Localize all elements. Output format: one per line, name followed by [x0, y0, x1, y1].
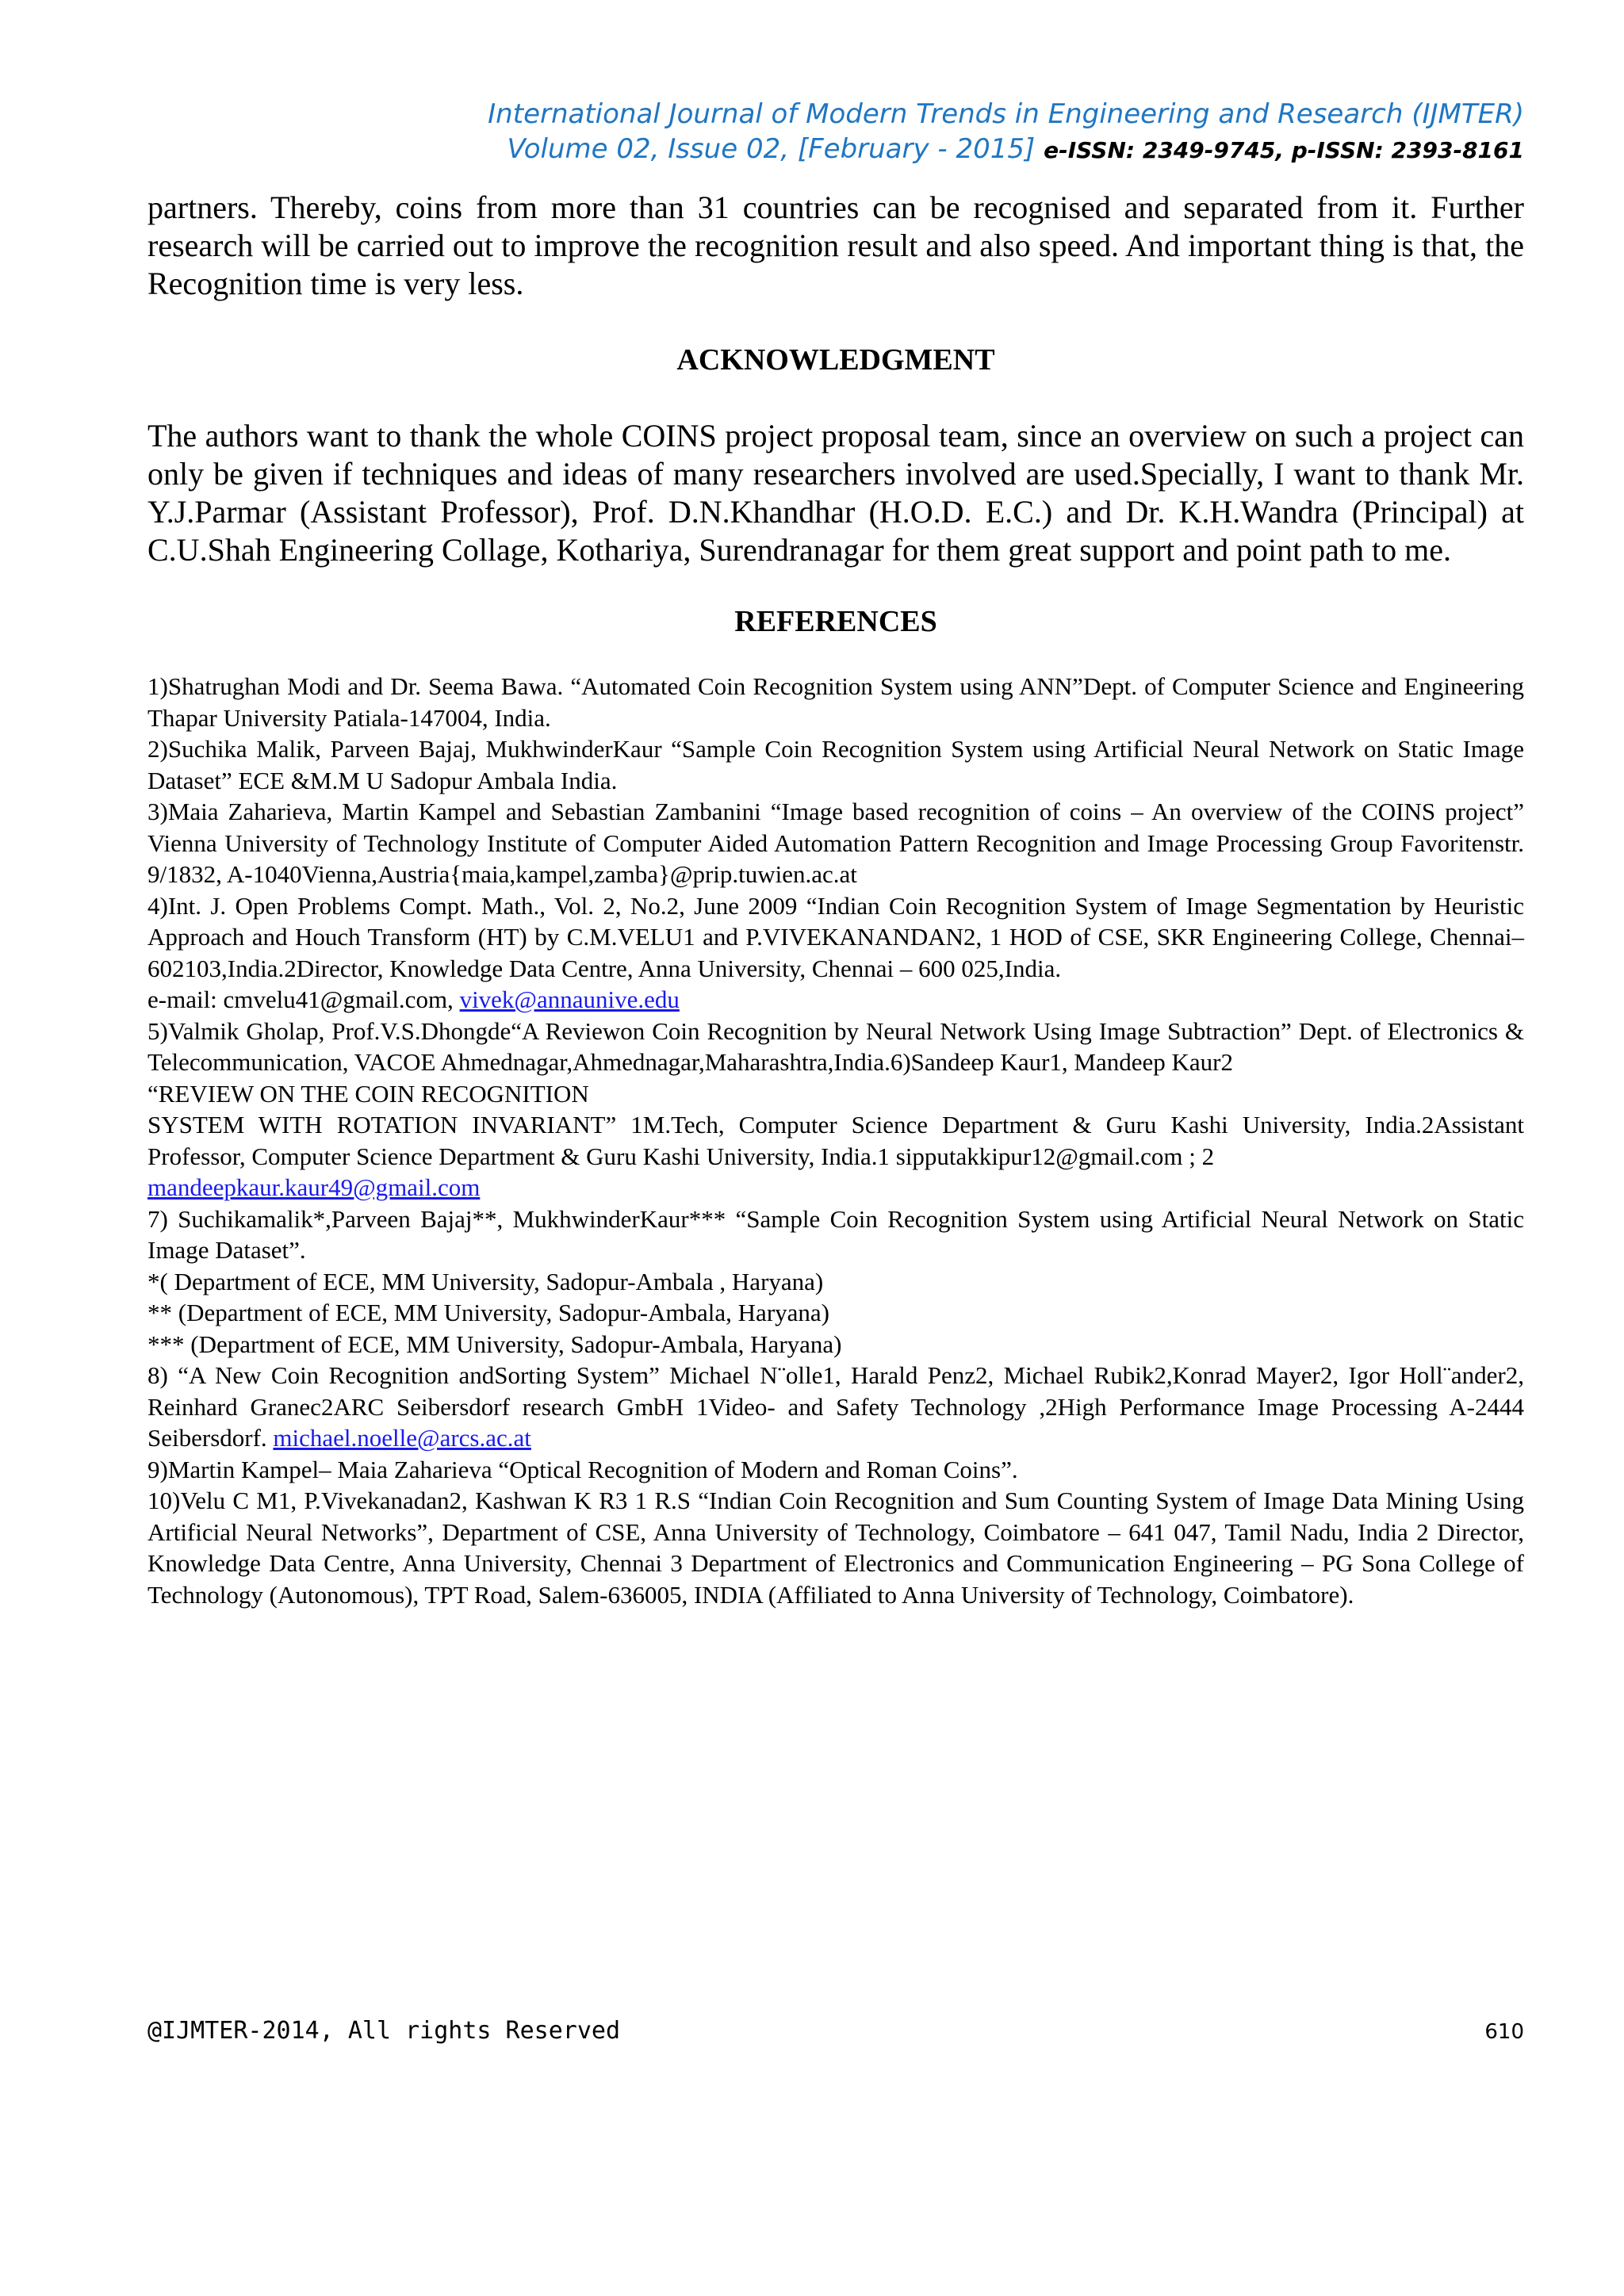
- reference-4-email: [147, 984, 1524, 1016]
- reference-4: 4)Int. J. Open Problems Compt. Math., Vol. 2, No.2, June 2009 “Indian Coin Recognition System of Image Segmentation by Heuristic Approach and Houch Transform (HT) by C.M.VELU1 and P.VIVEKANANDAN2, 1 HOD of CSE, SKR Engineering College, Chennai–602103,India.2Director, Knowledge Data Centre, Anna University, Chennai – 600 025,India.: [147, 891, 1524, 982]
- reference-2: 2)Suchika Malik, Parveen Bajaj, MukhwinderKaur “Sample Coin Recognition System using Artificial Neural Network on Static Image Dataset” ECE &M.M U Sadopur Ambala India.: [147, 735, 1524, 794]
- reference-4-email-link[interactable]: vivek@annaunive.edu: [459, 985, 680, 1013]
- intro-paragraph: partners. Thereby, coins from more than 31 countries can be recognised and separated from it. Further research will be carried out to improve the recognition result and also speed. And important thing is that, the Recognition time is very less.: [147, 189, 1524, 301]
- reference-9: 9)Martin Kampel– Maia Zaharieva “Optical Recognition of Modern and Roman Coins”.: [147, 1455, 1018, 1483]
- acknowledgment-heading: ACKNOWLEDGMENT: [676, 343, 995, 377]
- reference-4-email-prefix: e-mail: cmvelu41@gmail.com,: [147, 985, 454, 1013]
- journal-title: International Journal of Modern Trends in Engineering and Research (IJMTER): [488, 98, 1524, 130]
- acknowledgment-text: The authors want to thank the whole COINS project proposal team, since an overview on such a project can only be given if techniques and ideas of many researchers involved are used.Specially, I want to thank Mr. Y.J.Parmar (Assistant Professor), Prof. D.N.Khandhar (H.O.D. E.C.) and Dr. K.H.Wandra (Principal) at C.U.Shah Engineering Collage, Kothariya, Surendranagar for them great support and point path to me.: [147, 418, 1524, 568]
- reference-3: 3)Maia Zaharieva, Martin Kampel and Sebastian Zambanini “Image based recognition of coins – An overview of the COINS project” Vienna University of Technology Institute of Computer Aided Automation Pattern Recognition and Image Processing Group Favoritenstr. 9/1832, A-1040Vienna,Austria{maia,kampel,zamba}@prip.tuwien.ac.at: [147, 798, 1524, 888]
- references-list: [147, 671, 1524, 1610]
- reference-7-affiliation-3: *** (Department of ECE, MM University, Sadopur-Ambala, Haryana): [147, 1330, 842, 1358]
- reference-10: 10)Velu C M1, P.Vivekanadan2, Kashwan K R3 1 R.S “Indian Coin Recognition and Sum Counting System of Image Data Mining Using Artificial Neural Networks”, Department of CSE, Anna University of Technology, Coimbatore – 641 047, Tamil Nadu, India 2 Director, Knowledge Data Centre, Anna University, Chennai 3 Department of Electronics and Communication Engineering – PG Sona College of Technology (Autonomous), TPT Road, Salem-636005, INDIA (Affiliated to Anna University of Technology, Coimbatore).: [147, 1487, 1524, 1609]
- reference-7-affiliation-2: ** (Department of ECE, MM University, Sadopur-Ambala, Haryana): [147, 1299, 829, 1326]
- references-heading: REFERENCES: [734, 605, 937, 638]
- journal-issn: e-ISSN: 2349-9745, p-ISSN: 2393-8161: [1044, 137, 1524, 163]
- reference-1: 1)Shatrughan Modi and Dr. Seema Bawa. “Automated Coin Recognition System using ANN”Dept. of Computer Science and Engineering Thapar University Patiala-147004, India.: [147, 672, 1524, 732]
- journal-header: [147, 97, 1524, 168]
- footer-page-number: 610: [1484, 2020, 1524, 2044]
- reference-6-title: “REVIEW ON THE COIN RECOGNITION: [147, 1079, 589, 1108]
- reference-8-email-link[interactable]: michael.noelle@arcs.ac.at: [273, 1424, 531, 1452]
- reference-7: 7) Suchikamalik*,Parveen Bajaj**, MukhwinderKaur*** “Sample Coin Recognition System using Artificial Neural Network on Static Image Dataset”.: [147, 1204, 1524, 1264]
- journal-volume: Volume 02, Issue 02, [February - 2015]: [507, 133, 1036, 165]
- footer-copyright: @IJMTER-2014, All rights Reserved: [147, 2017, 621, 2045]
- reference-6-email: [147, 1172, 1524, 1203]
- reference-6-email-link[interactable]: mandeepkaur.kaur49@gmail.com: [147, 1173, 481, 1201]
- reference-8-text: 8) “A New Coin Recognition andSorting System” Michael N¨olle1, Harald Penz2, Michael Rubik2,Konrad Mayer2, Igor Holl¨ander2, Reinhard Granec2ARC Seibersdorf research GmbH 1Video- and Safety Technology ,2High Performance Image Processing A-2444 Seibersdorf.: [147, 1361, 1524, 1452]
- journal-volume-line: [147, 132, 1524, 168]
- reference-6-continued: SYSTEM WITH ROTATION INVARIANT” 1M.Tech, Computer Science Department & Guru Kashi University, India.2Assistant Professor, Computer Science Department & Guru Kashi University, India.1 sipputakkipur12@gmail.com ; 2: [147, 1111, 1524, 1170]
- reference-7-affiliation-1: *( Department of ECE, MM University, Sadopur-Ambala , Haryana): [147, 1267, 824, 1295]
- reference-8: [147, 1360, 1524, 1454]
- reference-5: 5)Valmik Gholap, Prof.V.S.Dhongde“A Reviewon Coin Recognition by Neural Network Using Image Subtraction” Dept. of Electronics & Telecommunication, VACOE Ahmednagar,Ahmednagar,Maharashtra,India.6)Sandeep Kaur1, Mandeep Kaur2: [147, 1016, 1524, 1076]
